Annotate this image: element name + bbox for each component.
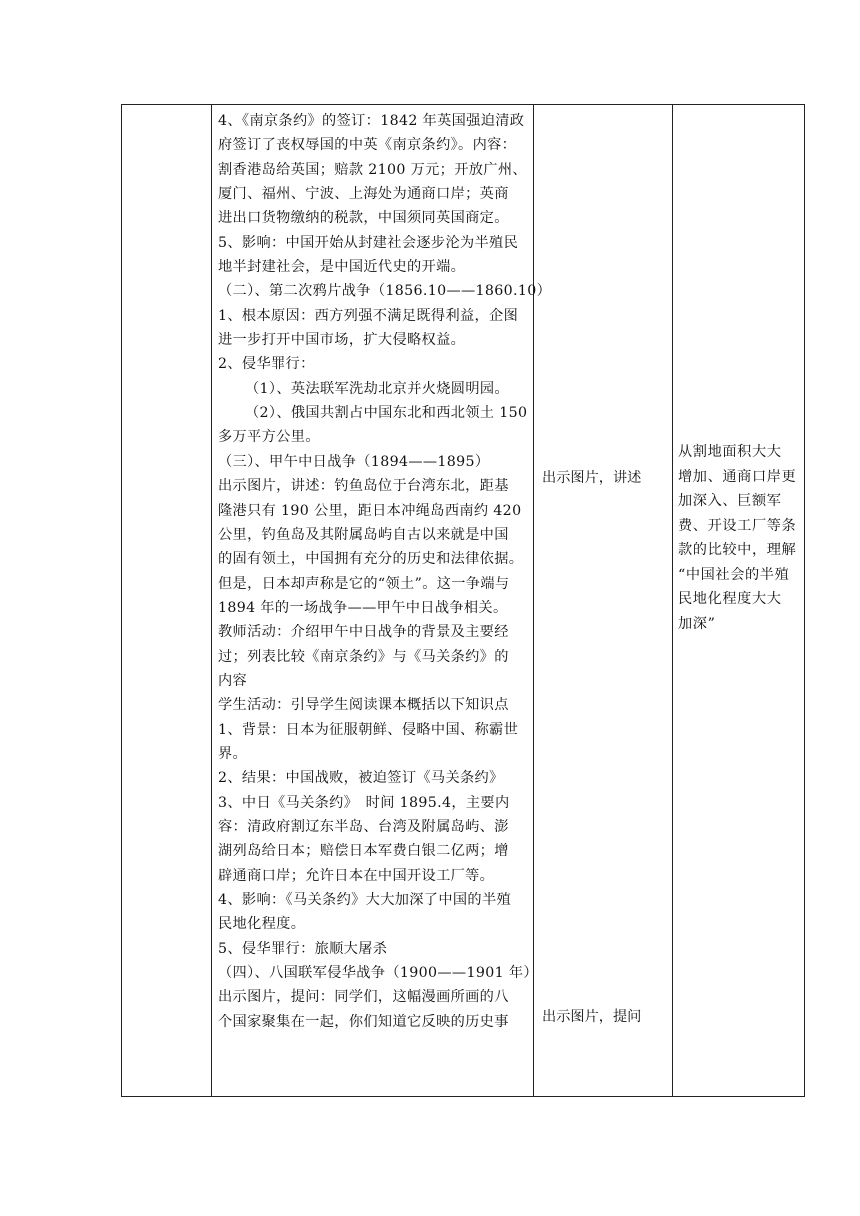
content-line: 内容 [218,672,248,689]
content-line: 厦门、福州、宁波、上海处为通商口岸；英商 [218,186,509,203]
content-line: 学生活动：引导学生阅读课本概括以下知识点 [218,697,509,714]
content-line: 4、《南京条约》的签订：1842 年英国强迫清政 [218,113,525,129]
content-line: 1、背景：日本为征服朝鲜、侵略中国、称霸世 [218,721,519,738]
content-line: 隆港只有 190 公里，距日本冲绳岛西南约 420 [218,502,522,519]
content-line: 5、影响：中国开始从封建社会逐步沦为半殖民 [218,234,519,251]
content-line: 出示图片，提问：同学们，这幅漫画所画的八 [218,989,509,1006]
section-heading: （三）、甲午中日战争（1894——1895） [218,453,490,470]
content-line: 3、中日《马关条约》 时间 1895.4，主要内 [218,794,510,811]
content-line: 容：清政府割辽东半岛、台湾及附属岛屿、澎 [218,818,509,835]
intent-line: “中国社会的半殖 [678,566,790,583]
content-line: 民地化程度。 [218,916,306,933]
intent-line: 民地化程度大大 [678,591,782,607]
intent-line: 款的比较中，理解 [678,542,797,558]
content-line: 府签订了丧权辱国的中英《南京条约》。内容： [218,137,517,154]
content-line: 湖列岛给日本；赔偿日本军费白银二亿两；增 [218,843,509,860]
content-line: 2、结果：中国战败，被迫签订《马关条约》 [218,770,504,787]
activity-note-show-narrate: 出示图片，讲述 [542,470,642,486]
section-heading: （二）、第二次鸦片战争（1856.10——1860.10） [218,283,552,300]
content-line: （1）、英法联军洗劫北京并火烧圆明园。 [245,380,509,397]
content-line: 教师活动：介绍甲午中日战争的背景及主要经 [218,624,509,641]
intent-line: 增加、通商口岸更 [678,468,797,485]
content-line: 出示图片，讲述：钓鱼岛位于台湾东北，距基 [218,478,509,495]
content-line: 的固有领土，中国拥有充分的历史和法律依据。 [218,551,524,568]
activity-note-show-ask: 出示图片，提问 [542,1009,642,1025]
intent-line: 从割地面积大大 [678,444,782,460]
column-divider [672,105,673,1096]
design-intent-cell [678,440,795,636]
content-line: 地半封建社会，是中国近代史的开端。 [218,259,466,276]
content-line: 2、侵华罪行： [218,356,315,373]
content-line: 4、影响：《马关条约》大大加深了中国的半殖 [218,892,512,908]
content-line: 多万平方公里。 [218,429,320,446]
content-line: 割香港岛给英国；赔款 2100 万元；开放广州、 [218,161,527,178]
intent-line: 加深入、巨额军 [678,493,782,509]
intent-line: 加深” [678,615,716,632]
content-line: （2）、俄国共割占中国东北和西北领土 150 [245,405,528,422]
content-line: 5、侵华罪行：旅顺大屠杀 [218,940,388,957]
teaching-content-cell [218,109,552,1034]
content-line: 进出口货物缴纳的税款，中国须同英国商定。 [218,210,509,227]
content-line: 辟通商口岸；允许日本在中国开设工厂等。 [218,867,495,884]
content-line: 公里，钓鱼岛及其附属岛屿自古以来就是中国 [218,526,509,543]
column-divider [211,105,212,1096]
content-line: 过；列表比较《南京条约》与《马关条约》的 [218,648,509,665]
intent-line: 费、开设工厂等条 [678,517,797,534]
section-heading: （四）、八国联军侵华战争（1900——1901 年） [218,965,538,982]
content-line: 界。 [218,745,248,762]
content-line: 1、根本原因：西方列强不满足既得利益，企图 [218,307,519,324]
content-line: 进一步打开中国市场，扩大侵略权益。 [218,332,466,349]
content-line: 个国家聚集在一起，你们知道它反映的历史事 [218,1013,509,1030]
content-line: 但是，日本却声称是它的“领土”。这一争端与 [218,575,510,592]
content-line: 1894 年的一场战争——甲午中日战争相关。 [218,599,508,616]
lesson-table [121,104,805,1097]
